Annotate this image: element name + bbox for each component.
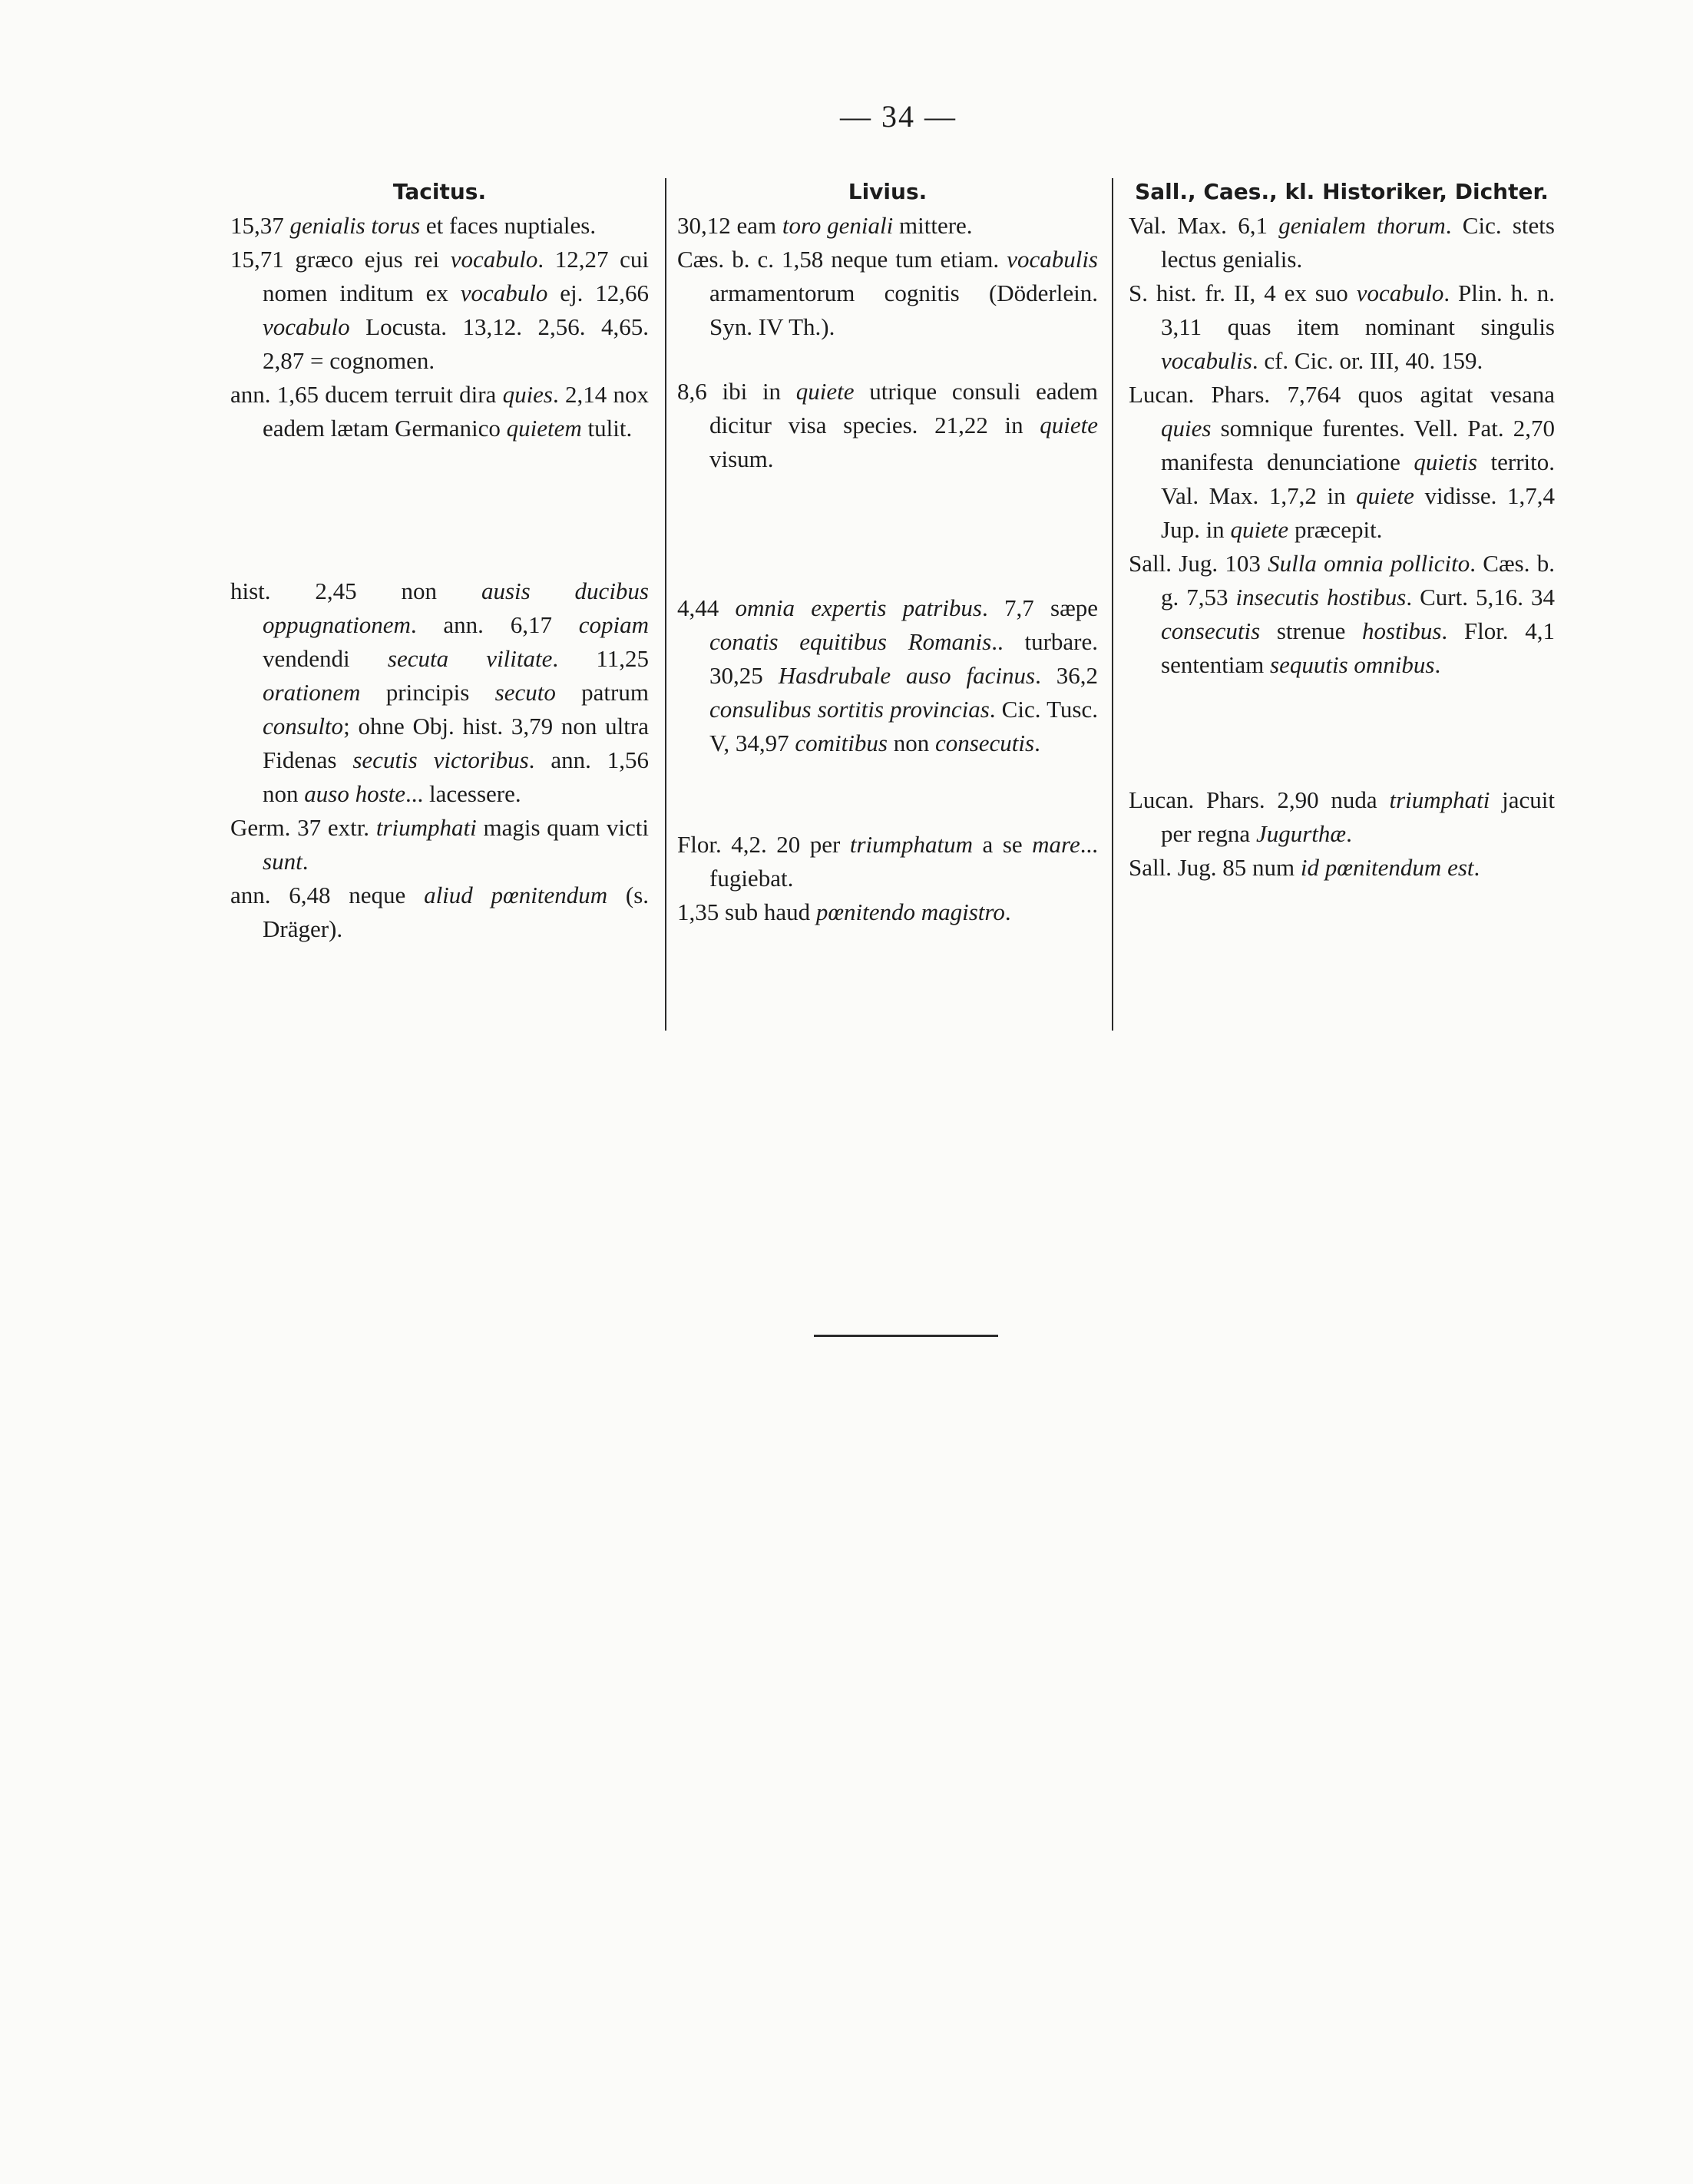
entry: Lucan. Phars. 7,764 quos agitat vesana quies somnique furentes. Vell. Pat. 2,70 manifesta denunciatione quietis territo. Val. Max. 1,7,2 in quiete vidisse. 1,7,4 Jup. in quiete præcepit. — [1129, 381, 1555, 543]
entry: S. hist. fr. II, 4 ex suo vocabulo. Plin. h. n. 3,11 quas item nominant singulis vocabulis. cf. Cic. or. III, 40. 159. — [1129, 280, 1556, 374]
column-livius — [677, 175, 1098, 929]
entry: ann. 1,65 ducem terruit dira quies. 2,14 nox eadem lætam Germanico quietem tulit. — [230, 381, 649, 442]
entry: Flor. 4,2. 20 per triumphatum a se mare... fugiebat. — [677, 831, 1098, 892]
entry: 8,6 ibi in quiete utrique consuli eadem dicitur visa species. 21,22 in quiete visum. — [677, 378, 1098, 472]
entry: 30,12 eam toro geniali mittere. — [677, 212, 973, 239]
entry: 1,35 sub haud pœnitendo magistro. — [677, 898, 1011, 925]
spacer — [677, 344, 1098, 375]
entry: 15,37 genialis torus et faces nuptiales. — [230, 212, 597, 239]
entry: Germ. 37 extr. triumphati magis quam victi sunt. — [230, 814, 649, 875]
entry: hist. 2,45 non ausis ducibus oppugnationem. ann. 6,17 copiam vendendi secuta vilitate. 11,25 orationem principis secuto patrum consulto; ohne Obj. hist. 3,79 non ultra Fidenas secutis victoribus. ann. 1,56 non auso hoste... lacessere. — [230, 577, 649, 807]
section-rule — [814, 1335, 998, 1337]
column-divider — [665, 178, 666, 1031]
entry: 15,71 græco ejus rei vocabulo. 12,27 cui nomen inditum ex vocabulo ej. 12,66 vocabulo Locusta. 13,12. 2,56. 4,65. 2,87 = cognomen. — [230, 246, 649, 374]
spacer — [677, 760, 1098, 828]
page-number: — 34 — — [840, 99, 957, 134]
entry: Cæs. b. c. 1,58 neque tum etiam. vocabulis armamentorum cognitis (Döderlein. Syn. IV Th.). — [677, 246, 1098, 340]
column-heading-sall: Sall., Caes., kl. Historiker, Dichter. — [1135, 179, 1549, 204]
column-heading-livius: Livius. — [848, 179, 928, 204]
spacer — [677, 476, 1098, 591]
spacer — [1129, 682, 1555, 783]
entry: 4,44 omnia expertis patribus. 7,7 sæpe conatis equitibus Romanis.. turbare. 30,25 Hasdrubale auso facinus. 36,2 consulibus sortitis provincias. Cic. Tusc. V, 34,97 comitibus non consecutis. — [677, 594, 1098, 756]
entry: Val. Max. 6,1 genialem thorum. Cic. stets lectus genialis. — [1129, 212, 1555, 273]
spacer — [230, 445, 649, 574]
entry: Lucan. Phars. 2,90 nuda triumphati jacuit per regna Jugurthæ. — [1129, 786, 1555, 847]
entry: Sall. Jug. 103 Sulla omnia pollicito. Cæs. b. g. 7,53 insecutis hostibus. Curt. 5,16. 34 consecutis strenue hostibus. Flor. 4,1 sententiam sequutis omnibus. — [1129, 550, 1555, 678]
column-tacitus — [230, 175, 649, 946]
column-heading-tacitus: Tacitus. — [392, 179, 487, 204]
entry: ann. 6,48 neque aliud pœnitendum (s. Dräger). — [230, 882, 650, 942]
column-divider — [1112, 178, 1113, 1031]
entry: Sall. Jug. 85 num id pœnitendum est. — [1129, 854, 1480, 881]
column-sall — [1129, 175, 1555, 885]
